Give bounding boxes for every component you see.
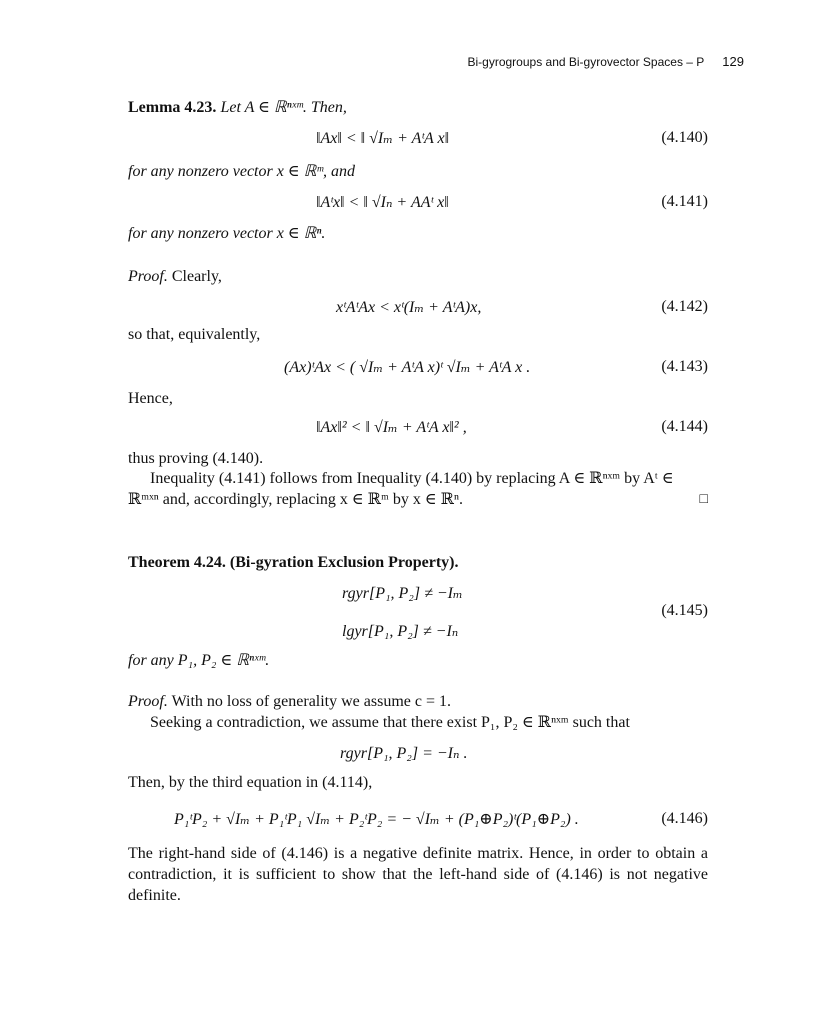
- equation-number-4-141: (4.141): [661, 193, 708, 210]
- proof-1-hence: Hence,: [128, 390, 173, 407]
- proof-1-intro: [128, 267, 222, 287]
- proof-2-conclusion: The right-hand side of (4.146) is a negative definite matrix. Hence, in order to obtain a contradiction, it is sufficient to show that the left-hand side of (4.146) is not negative definite.: [128, 845, 708, 904]
- proof-1-clearly: Clearly,: [171, 268, 222, 285]
- equation-4-144: ‖Ax‖² < ‖ √Iₘ + AᵗA x‖² ,: [316, 419, 467, 436]
- equation-4-146: P₁ᵗP₂ + √Iₘ + P₁ᵗP₁ √Iₘ + P₂ᵗP₂ = − √Iₘ + (P₁⊕P₂)ᵗ(P₁⊕P₂) .: [174, 811, 579, 828]
- page-number: 129: [722, 54, 744, 69]
- theorem-condition: for any P₁, P₂ ∈ ℝⁿˣᵐ.: [128, 652, 270, 669]
- equation-number-4-143: (4.143): [661, 358, 708, 375]
- equation-number-4-142: (4.142): [661, 298, 708, 315]
- equation-4-140: ‖Ax‖ < ‖ √Iₘ + AᵗA x‖: [316, 130, 450, 147]
- equation-number-4-144: (4.144): [661, 418, 708, 435]
- qed-icon: □: [699, 492, 708, 507]
- equation-4-143: (Ax)ᵗAx < ( √Iₘ + AᵗA x)ᵗ √Iₘ + AᵗA x .: [284, 359, 531, 376]
- running-title: Bi-gyrogroups and Bi-gyrovector Spaces – P: [467, 55, 705, 69]
- equation-4-141: ‖Aᵗx‖ < ‖ √Iₙ + AAᵗ x‖: [316, 194, 449, 211]
- lemma-intro: Let A ∈ ℝⁿˣᵐ. Then,: [220, 99, 347, 116]
- equation-rgyr-minus-in: rgyr[P₁, P₂] = −Iₙ .: [340, 745, 468, 762]
- equation-4-145-a: rgyr[P₁, P₂] ≠ −Iₘ: [342, 585, 463, 602]
- lemma-condition-2: for any nonzero vector x ∈ ℝⁿ.: [128, 225, 326, 242]
- proof-1-thus: thus proving (4.140).: [128, 450, 264, 467]
- proof-2-line-1: [128, 692, 451, 712]
- proof-2-assumption: With no loss of generality we assume c = 1.: [171, 693, 452, 710]
- equation-number-4-146: (4.146): [661, 810, 708, 827]
- proof-1-inequality-line-1: Inequality (4.141) follows from Inequality (4.140) by replacing A ∈ ℝⁿˣᵐ by Aᵗ ∈: [150, 470, 674, 487]
- running-header: [468, 54, 745, 69]
- lemma-statement: [128, 98, 347, 118]
- proof-1-inequality-line-2: ℝᵐˣⁿ and, accordingly, replacing x ∈ ℝᵐ by x ∈ ℝⁿ.: [128, 491, 464, 508]
- equation-number-4-140: (4.140): [661, 129, 708, 146]
- theorem-label: Theorem 4.24. (Bi-gyration Exclusion Property).: [128, 554, 459, 571]
- lemma-label: Lemma 4.23.: [128, 99, 217, 116]
- lemma-condition-1: for any nonzero vector x ∈ ℝᵐ, and: [128, 163, 355, 180]
- proof-1-so-that: so that, equivalently,: [128, 326, 261, 343]
- equation-4-145-b: lgyr[P₁, P₂] ≠ −Iₙ: [342, 623, 459, 640]
- equation-number-4-145: (4.145): [661, 602, 708, 619]
- equation-4-142: xᵗAᵗAx < xᵗ(Iₘ + AᵗA)x,: [336, 299, 482, 316]
- proof-2-then: Then, by the third equation in (4.114),: [128, 774, 373, 791]
- proof-2-line-2: Seeking a contradiction, we assume that there exist P₁, P₂ ∈ ℝⁿˣᵐ such that: [150, 714, 630, 731]
- proof-1-label: Proof.: [128, 268, 168, 285]
- proof-2-label: Proof.: [128, 693, 168, 710]
